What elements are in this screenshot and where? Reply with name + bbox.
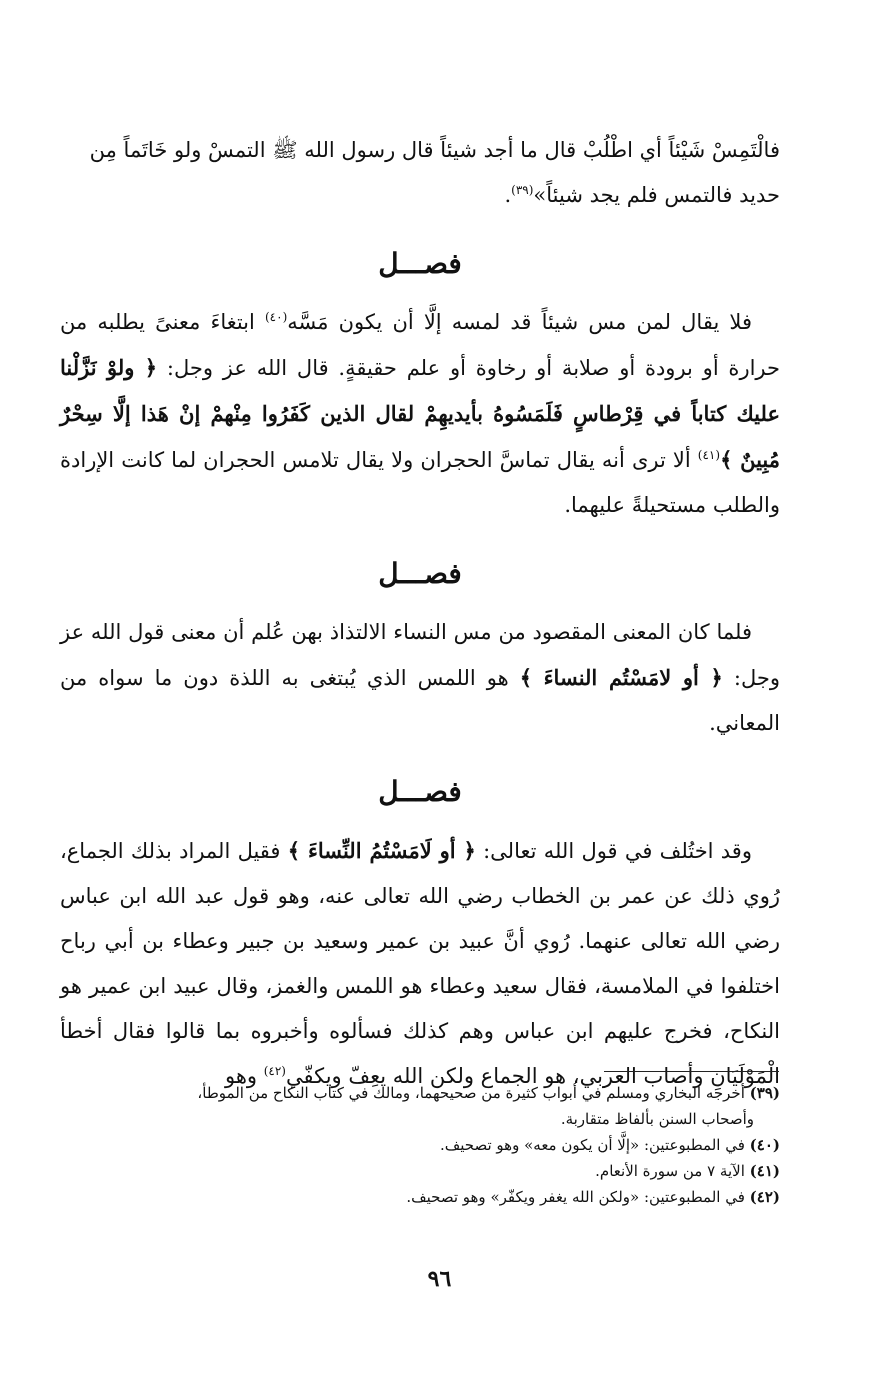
paragraph-4-text-b: فقيل المراد بذلك الجماع، رُوي ذلك عن عمر بن الخطاب رضي الله تعالى عنه، وهو قول عبد الله ابن عباس رضي الله تعالى عنهما. رُوي أنَّ عبيد بن عمير وسعيد بن جبير وعطاء بن أبي رباح اختلفوا في الملامسة، فقال سعيد وعطاء هو اللمس والغمز، وقال عبيد ابن عمير هو النكاح، فخرج عليهم ابن عباس وهم كذلك فسألوه وأخبروه بما قالوا فقال أخطأ الْمَوْلَيَانِ وأصاب العربي، هو الجماع ولكن الله يعِفّ ويكفّي <box>60 839 780 1088</box>
paragraph-1-line-1: فالْتَمِسْ شَيْئاً أي اطْلُبْ قال ما أجد شيئاً قال رسول الله ﷺ التمسْ ولو خَاتَماً مِن <box>89 138 780 162</box>
page-body <box>60 128 780 1099</box>
quran-verse-1: ﴿ ولوْ نَزَّلْنا عليك كتاباً في قِرْطاسٍ فَلَمَسُوهُ بأيديهِمْ لقال الذين كَفَرُوا مِنْهمْ إنْ هَذا إلَّا سِحْرٌ مُبِينٌ ﴾ <box>60 355 780 472</box>
section-heading-3: فصـــل <box>378 775 462 808</box>
paragraph-2-text-c: ألا ترى أنه يقال تماسَّ الحجران ولا يقال تلامس الحجران لما كانت الإرادة والطلب مستحيلةً عليهما. <box>60 448 780 517</box>
footnote-text: أخرجه البخاري ومسلم في أبواب كثيرة من صحيحهما، ومالك في كتاب النكاح من الموطأ، <box>197 1084 745 1102</box>
section-heading-1: فصـــل <box>378 247 462 280</box>
footnote-number: (٤٠) <box>749 1136 780 1154</box>
footnote-ref-39[interactable]: (٣٩) <box>511 183 534 197</box>
quran-verse-3: ﴿ أو لَامَسْتُمُ النِّساءَ ﴾ <box>287 838 476 863</box>
page-number: ٩٦ <box>427 1266 452 1292</box>
paragraph-1-end: . <box>504 183 512 207</box>
paragraph-2-text-a: فلا يقال لمن مس شيئاً قد لمسه إلَّا أن يكون مَسَّه <box>287 310 752 334</box>
footnote-text-continued: وأصحاب السنن بألفاظ متقاربة. <box>560 1110 754 1128</box>
footnote-40 <box>90 1132 780 1158</box>
paragraph-4 <box>60 828 780 1099</box>
paragraph-1-line-2: حديد فالتمس فلم يجد شيئاً» <box>533 183 780 207</box>
footnote-text: في المطبوعتين: «ولكن الله يغفر ويكفّر» وهو تصحيف. <box>406 1188 745 1206</box>
footnote-39 <box>90 1080 780 1132</box>
paragraph-1 <box>60 128 780 218</box>
paragraph-2 <box>60 300 780 528</box>
paragraph-4-text-a: وقد اختُلف في قول الله تعالى: <box>475 839 752 863</box>
footnotes <box>90 1080 780 1210</box>
footnote-ref-42[interactable]: (٤٢) <box>263 1064 286 1078</box>
section-heading-2: فصـــل <box>378 557 462 590</box>
quran-verse-2: ﴿ أو لامَسْتُم النساءَ ﴾ <box>519 665 723 690</box>
footnote-text: في المطبوعتين: «إلَّا أن يكون معه» وهو تصحيف. <box>439 1136 745 1154</box>
paragraph-3-text-b: هو اللمس الذي يُبتغى به اللذة دون ما سواه من المعاني. <box>60 666 780 735</box>
footnote-number: (٤٢) <box>749 1188 780 1206</box>
footnote-number: (٣٩) <box>749 1084 780 1102</box>
paragraph-2-text-b: ابتغاءَ معنىً يطلبه من حرارة أو برودة أو صلابة أو رخاوة أو علم حقيقةٍ. قال الله عز وجل: <box>60 310 780 380</box>
footnote-number: (٤١) <box>749 1162 780 1180</box>
footnote-42 <box>90 1184 780 1210</box>
footnote-divider <box>604 1071 779 1072</box>
paragraph-3 <box>60 610 780 746</box>
paragraph-4-text-c: وهو <box>224 1064 264 1088</box>
paragraph-3-text-a: فلما كان المعنى المقصود من مس النساء الالتذاذ بهن عُلم أن معنى قول الله عز وجل: <box>60 620 781 690</box>
footnote-41 <box>90 1158 780 1184</box>
footnote-ref-40[interactable]: (٤٠) <box>264 310 288 324</box>
footnote-text: الآية ٧ من سورة الأنعام. <box>595 1162 745 1180</box>
footnote-ref-41[interactable]: (٤١) <box>697 448 721 462</box>
